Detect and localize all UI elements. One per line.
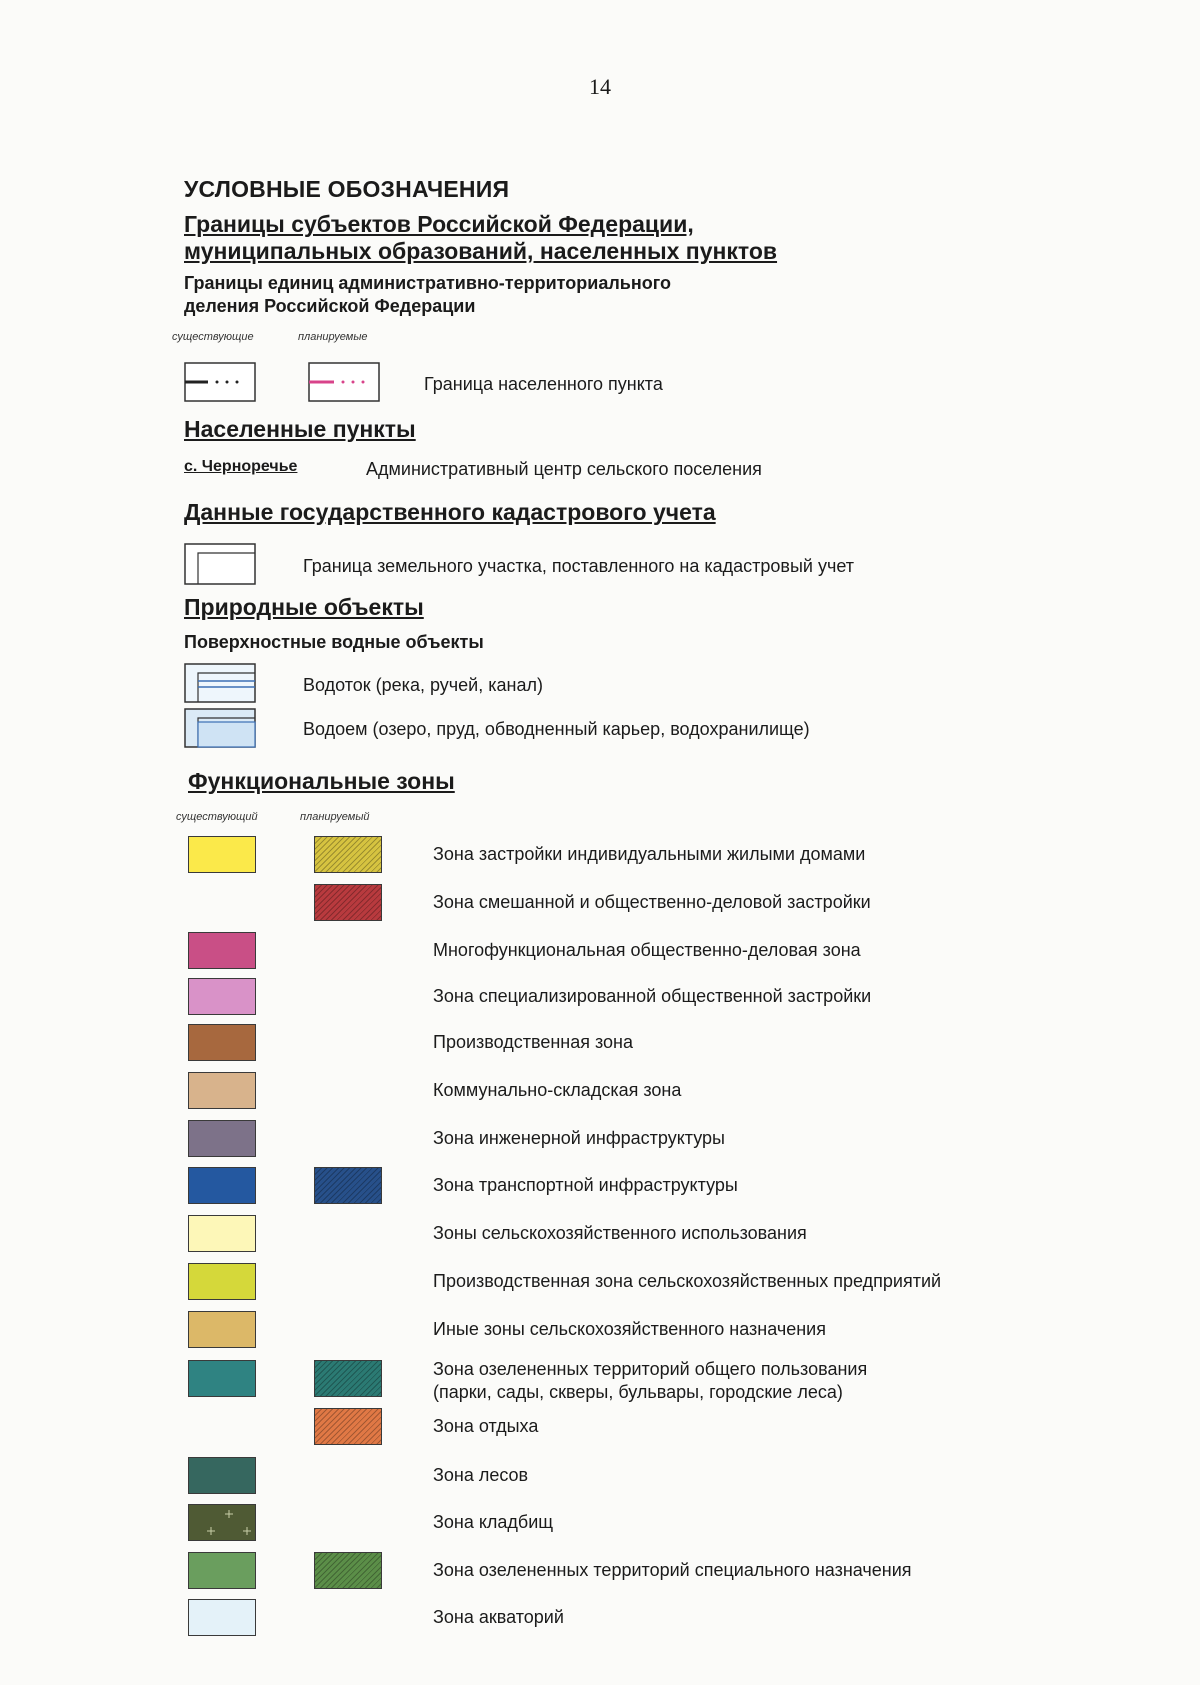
zone-swatch-existing [188,1263,256,1300]
settlement-sample-label: Административный центр сельского поселения [366,459,762,479]
zone-swatch-existing [188,1311,256,1348]
zone-swatch-existing [188,1215,256,1252]
zone-swatch-planned [314,884,382,921]
natural-heading: Природные объекты [184,594,424,620]
settlements-heading: Населенные пункты [184,416,416,442]
settlement-boundary-label: Граница населенного пункта [424,374,663,394]
zone-label: Зона отдыха [433,1416,539,1436]
zone-label-continued: (парки, сады, скверы, бульвары, городские леса) [433,1382,843,1402]
zone-label: Производственная зона сельскохозяйственных предприятий [433,1271,942,1291]
zone-label: Зона кладбищ [433,1512,554,1532]
zone-swatch-existing [188,932,256,969]
zone-label: Зона транспортной инфраструктуры [433,1175,738,1195]
zone-label: Производственная зона [433,1032,634,1052]
zone-label: Зона инженерной инфраструктуры [433,1128,725,1148]
zone-label: Многофункциональная общественно-деловая зона [433,940,861,960]
zones-caption-existing: существующий [176,811,258,823]
water-subheading: Поверхностные водные объекты [184,632,484,652]
zone-swatch-planned [314,1552,382,1589]
zone-swatch-existing [188,978,256,1015]
zones-caption-planned: планируемый [300,811,370,823]
zone-swatch-existing [188,1504,256,1541]
zone-swatch-existing [188,1552,256,1589]
boundaries-subheading-1: Границы единиц административно-территориального [184,273,671,293]
zone-label: Зона лесов [433,1465,529,1485]
zone-label: Зона специализированной общественной застройки [433,986,872,1006]
zone-label: Зона озелененных территорий специального назначения [433,1560,912,1580]
zones-heading: Функциональные зоны [188,768,455,794]
boundaries-heading-1: Границы субъектов Российской Федерации, [184,211,694,237]
boundaries-subheading-2: деления Российской Федерации [184,296,476,316]
zone-swatch-planned [314,1360,382,1397]
zone-swatch-existing [188,836,256,873]
boundary-symbol-existing [184,362,256,407]
zone-label: Зона смешанной и общественно-деловой застройки [433,892,871,912]
zone-label: Зона озелененных территорий общего пользования [433,1359,868,1379]
zone-label: Зоны сельскохозяйственного использования [433,1223,807,1243]
boundaries-heading-2: муниципальных образований, населенных пунктов [184,238,778,264]
waterbody-label: Водоем (озеро, пруд, обводненный карьер, водохранилище) [303,719,810,739]
zone-swatch-existing [188,1360,256,1397]
zone-swatch-planned [314,836,382,873]
settlement-sample-name: с. Черноречье [184,458,298,475]
zone-label: Иные зоны сельскохозяйственного назначения [433,1319,826,1339]
caption-planned: планируемые [298,331,368,343]
zone-swatch-existing [188,1120,256,1157]
caption-existing: существующие [172,331,254,343]
zone-label: Зона акваторий [433,1607,564,1627]
waterbody-icon [184,708,256,748]
legend-title: УСЛОВНЫЕ ОБОЗНАЧЕНИЯ [184,176,510,202]
zone-swatch-planned [314,1408,382,1445]
waterbody-symbol [184,708,256,753]
settlement-boundary-existing-icon [184,362,256,402]
zone-label: Зона застройки индивидуальными жилыми домами [433,844,866,864]
zone-swatch-existing [188,1024,256,1061]
watercourse-symbol [184,663,256,708]
settlement-boundary-planned-icon [308,362,380,402]
cadastre-heading: Данные государственного кадастрового учета [184,499,716,525]
boundary-symbol-planned [308,362,380,407]
cemetery-cross-icon [189,1505,255,1540]
cadastre-symbol [184,543,256,590]
zone-swatch-existing [188,1599,256,1636]
cadastre-label: Граница земельного участка, поставленного на кадастровый учет [303,556,855,576]
page-number: 14 [589,74,611,99]
zone-swatch-existing [188,1457,256,1494]
zone-label: Коммунально-складская зона [433,1080,682,1100]
watercourse-icon [184,663,256,703]
zone-swatch-planned [314,1167,382,1204]
zone-swatch-existing [188,1072,256,1109]
zone-swatch-existing [188,1167,256,1204]
land-plot-boundary-icon [184,543,256,585]
watercourse-label: Водоток (река, ручей, канал) [303,675,543,695]
